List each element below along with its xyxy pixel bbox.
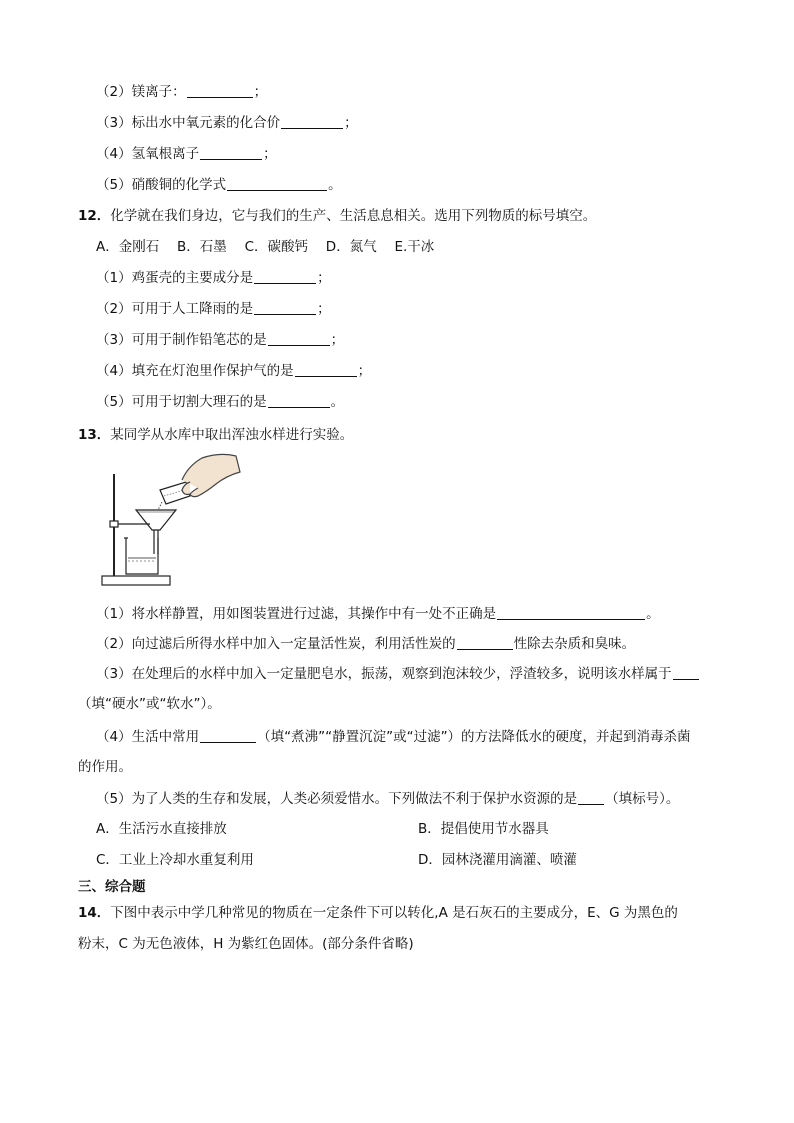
filtration-apparatus-illustration (98, 450, 248, 592)
answer-blank[interactable] (497, 605, 645, 620)
answer-blank[interactable] (254, 269, 316, 284)
answer-blank[interactable] (268, 331, 330, 346)
answer-blank[interactable] (295, 362, 357, 377)
answer-blank[interactable] (578, 790, 604, 805)
q12-part3: （3）可用于制作铅笔芯的是 ； (96, 332, 345, 348)
answer-blank[interactable] (281, 114, 343, 129)
question-12-options: A．金刚石 B．石墨 C．碳酸钙 D．氮气 E.干冰 (96, 239, 435, 255)
question-14-stem-cont: 粉末，C 为无色液体，H 为紫红色固体。(部分条件省略) (78, 936, 414, 952)
q13-option-a: A．生活污水直接排放 (96, 821, 227, 837)
q12-part2: （2）可用于人工降雨的是 ； (96, 301, 331, 317)
q13-part3-cont: （填“硬水”或“软水”）。 (78, 696, 221, 712)
q13-part1: （1）将水样静置，用如图装置进行过滤，其操作中有一处不正确是 。 (96, 606, 660, 622)
answer-blank[interactable] (254, 300, 316, 315)
q13-option-c: C．工业上冷却水重复利用 (96, 852, 254, 868)
q13-part4-cont: 的作用。 (78, 759, 132, 775)
q12-part1: （1）鸡蛋壳的主要成分是 ； (96, 270, 331, 286)
q13-part2: （2）向过滤后所得水样中加入一定量活性炭，利用活性炭的 性除去杂质和臭味。 (96, 636, 636, 652)
answer-blank[interactable] (673, 665, 699, 680)
q12-part4: （4）填充在灯泡里作保护气的是 ； (96, 363, 372, 379)
q11-part5: （5）硝酸铜的化学式 。 (96, 177, 342, 193)
question-13-stem: 13．某同学从水库中取出浑浊水样进行实验。 (78, 427, 354, 443)
q11-part4: （4）氢氧根离子 ； (96, 146, 277, 162)
q11-part2: （2）镁离子： ； (96, 84, 268, 100)
answer-blank[interactable] (187, 83, 253, 98)
q13-part4: （4）生活中常用 （填“煮沸”“静置沉淀”或“过滤”）的方法降低水的硬度，并起到消毒杀菌 (96, 729, 691, 745)
answer-blank[interactable] (268, 393, 330, 408)
question-12-stem: 12．化学就在我们身边，它与我们的生产、生活息息相关。选用下列物质的标号填空。 (78, 208, 597, 224)
section-heading: 三、综合题 (78, 879, 146, 895)
question-14-stem: 14．下图中表示中学几种常见的物质在一定条件下可以转化,A 是石灰石的主要成分，E、G 为黑色的 (78, 905, 678, 921)
answer-blank[interactable] (457, 635, 513, 650)
q12-part5: （5）可用于切割大理石的是 。 (96, 394, 345, 410)
q13-option-b: B．提倡使用节水器具 (418, 821, 549, 837)
answer-blank[interactable] (200, 145, 262, 160)
q13-option-d: D．园林浇灌用滴灌、喷灌 (418, 852, 577, 868)
answer-blank[interactable] (227, 176, 327, 191)
q13-part3: （3）在处理后的水样中加入一定量肥皂水，振荡，观察到泡沫较少，浮渣较多，说明该水样属于 (96, 664, 700, 684)
q13-part5: （5）为了人类的生存和发展，人类必须爱惜水。下列做法不利于保护水资源的是 （填标号）。 (96, 791, 680, 807)
q11-part3: （3）标出水中氧元素的化合价 ； (96, 115, 358, 131)
answer-blank[interactable] (200, 728, 256, 743)
